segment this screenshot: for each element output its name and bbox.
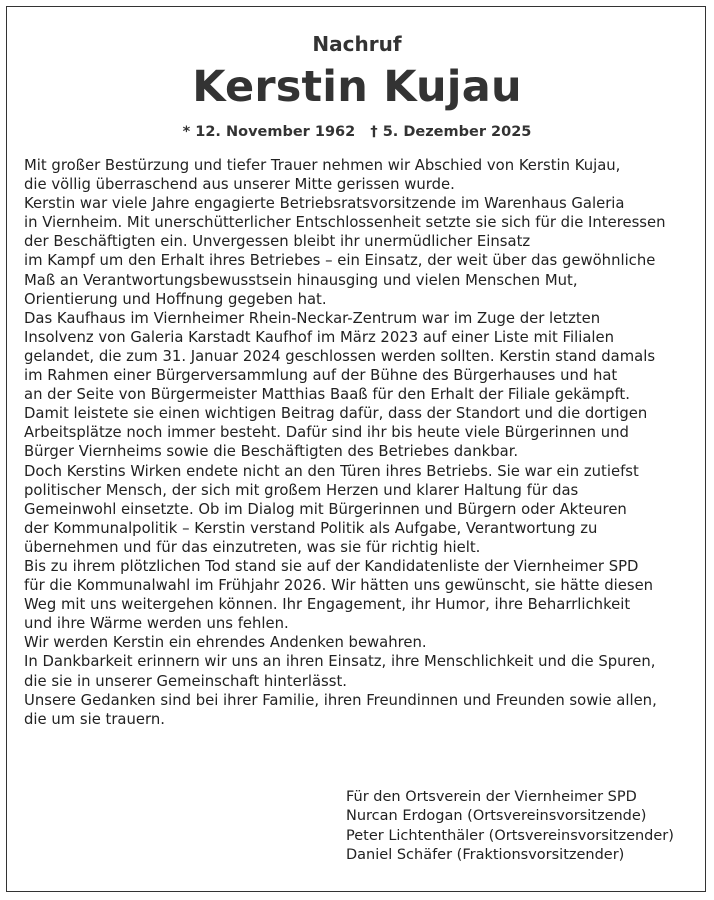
text-line: Weg mit uns weitergehen können. Ihr Engagement, ihr Humor, ihre Beharrlichkeit (24, 596, 631, 614)
signature-block (346, 788, 674, 866)
obituary-text (24, 156, 704, 729)
text-line: im Rahmen einer Bürgerversammlung auf der Bühne des Bürgerhauses und hat (24, 367, 618, 385)
text-line: Mit großer Bestürzung und tiefer Trauer nehmen wir Abschied von Kerstin Kujau, (24, 157, 621, 174)
text-line: der Kommunalpolitik – Kerstin verstand Politik als Aufgabe, Verantwortung zu (24, 519, 598, 537)
signer: Daniel Schäfer (Fraktionsvorsitzender) (346, 847, 625, 864)
signer: Peter Lichtenthäler (Ortsvereinsvorsitzender) (346, 827, 674, 844)
signature-org: Für den Ortsverein der Viernheimer SPD (346, 789, 637, 805)
text-line: Doch Kerstins Wirken endete nicht an den Türen ihres Betriebs. Sie war ein zutiefst (24, 462, 639, 480)
birth-date: * 12. November 1962 (182, 124, 356, 140)
text-line: Orientierung und Hoffnung gegeben hat. (24, 290, 327, 308)
text-line: an der Seite von Bürgermeister Matthias Baaß für den Erhalt der Filiale gekämpft. (24, 386, 630, 404)
text-line: im Kampf um den Erhalt ihres Betriebes – ein Einsatz, der weit über das gewöhnliche (24, 252, 656, 270)
text-line: Insolvenz von Galeria Karstadt Kaufhof im März 2023 auf einer Liste mit Filialen (24, 328, 615, 346)
text-line: Arbeitsplätze noch immer besteht. Dafür sind ihr bis heute viele Bürgerinnen und (24, 424, 629, 442)
text-line: und ihre Wärme werden uns fehlen. (24, 615, 289, 633)
text-line: der Beschäftigten ein. Unvergessen bleibt ihr unermüdlicher Einsatz (24, 233, 531, 251)
text-line: die um sie trauern. (24, 710, 165, 728)
deceased-name: Kerstin Kujau (192, 62, 522, 112)
text-line: gelandet, die zum 31. Januar 2024 geschlossen werden sollten. Kerstin stand damals (24, 347, 656, 365)
text-line: Kerstin war viele Jahre engagierte Betriebsratsvorsitzende im Warenhaus Galeria (24, 195, 625, 213)
text-line: Gemeinwohl einsetzte. Ob im Dialog mit Bürgerinnen und Bürgern oder Akteuren (24, 500, 627, 518)
death-date: † 5. Dezember 2025 (370, 124, 532, 140)
text-line: die völlig überraschend aus unserer Mitte gerissen wurde. (24, 176, 455, 194)
text-line: In Dankbarkeit erinnern wir uns an ihren Einsatz, ihre Menschlichkeit und die Spuren, (24, 653, 656, 671)
life-dates (0, 124, 714, 140)
text-line: übernehmen und für das einzutreten, was sie für richtig hielt. (24, 538, 481, 556)
text-line: Das Kaufhaus im Viernheimer Rhein-Neckar-Zentrum war im Zuge der letzten (24, 309, 601, 327)
text-line: für die Kommunalwahl im Frühjahr 2026. Wir hätten uns gewünscht, sie hätte diesen (24, 577, 654, 595)
text-line: Wir werden Kerstin ein ehrendes Andenken bewahren. (24, 634, 427, 652)
text-line: Bis zu ihrem plötzlichen Tod stand sie auf der Kandidatenliste der Viernheimer SPD (24, 557, 639, 575)
text-line: die sie in unserer Gemeinschaft hinterlässt. (24, 672, 347, 690)
text-line: Maß an Verantwortungsbewusstsein hinausging und vielen Menschen Mut, (24, 271, 578, 289)
text-line: Damit leistete sie einen wichtigen Beitrag dafür, dass der Standort und die dortigen (24, 405, 648, 423)
text-line: in Viernheim. Mit unerschütterlicher Entschlossenheit setzte sie sich für die Interessen (24, 214, 666, 232)
text-line: Unsere Gedanken sind bei ihrer Familie, ihren Freundinnen und Freunden sowie allen, (24, 691, 657, 709)
signer: Nurcan Erdogan (Ortsvereinsvorsitzende) (346, 808, 647, 825)
notice-label: Nachruf (312, 32, 402, 56)
text-line: Bürger Viernheims sowie die Beschäftigten des Betriebes dankbar. (24, 443, 519, 461)
text-line: politischer Mensch, der sich mit großem Herzen und klarer Haltung für das (24, 481, 579, 499)
